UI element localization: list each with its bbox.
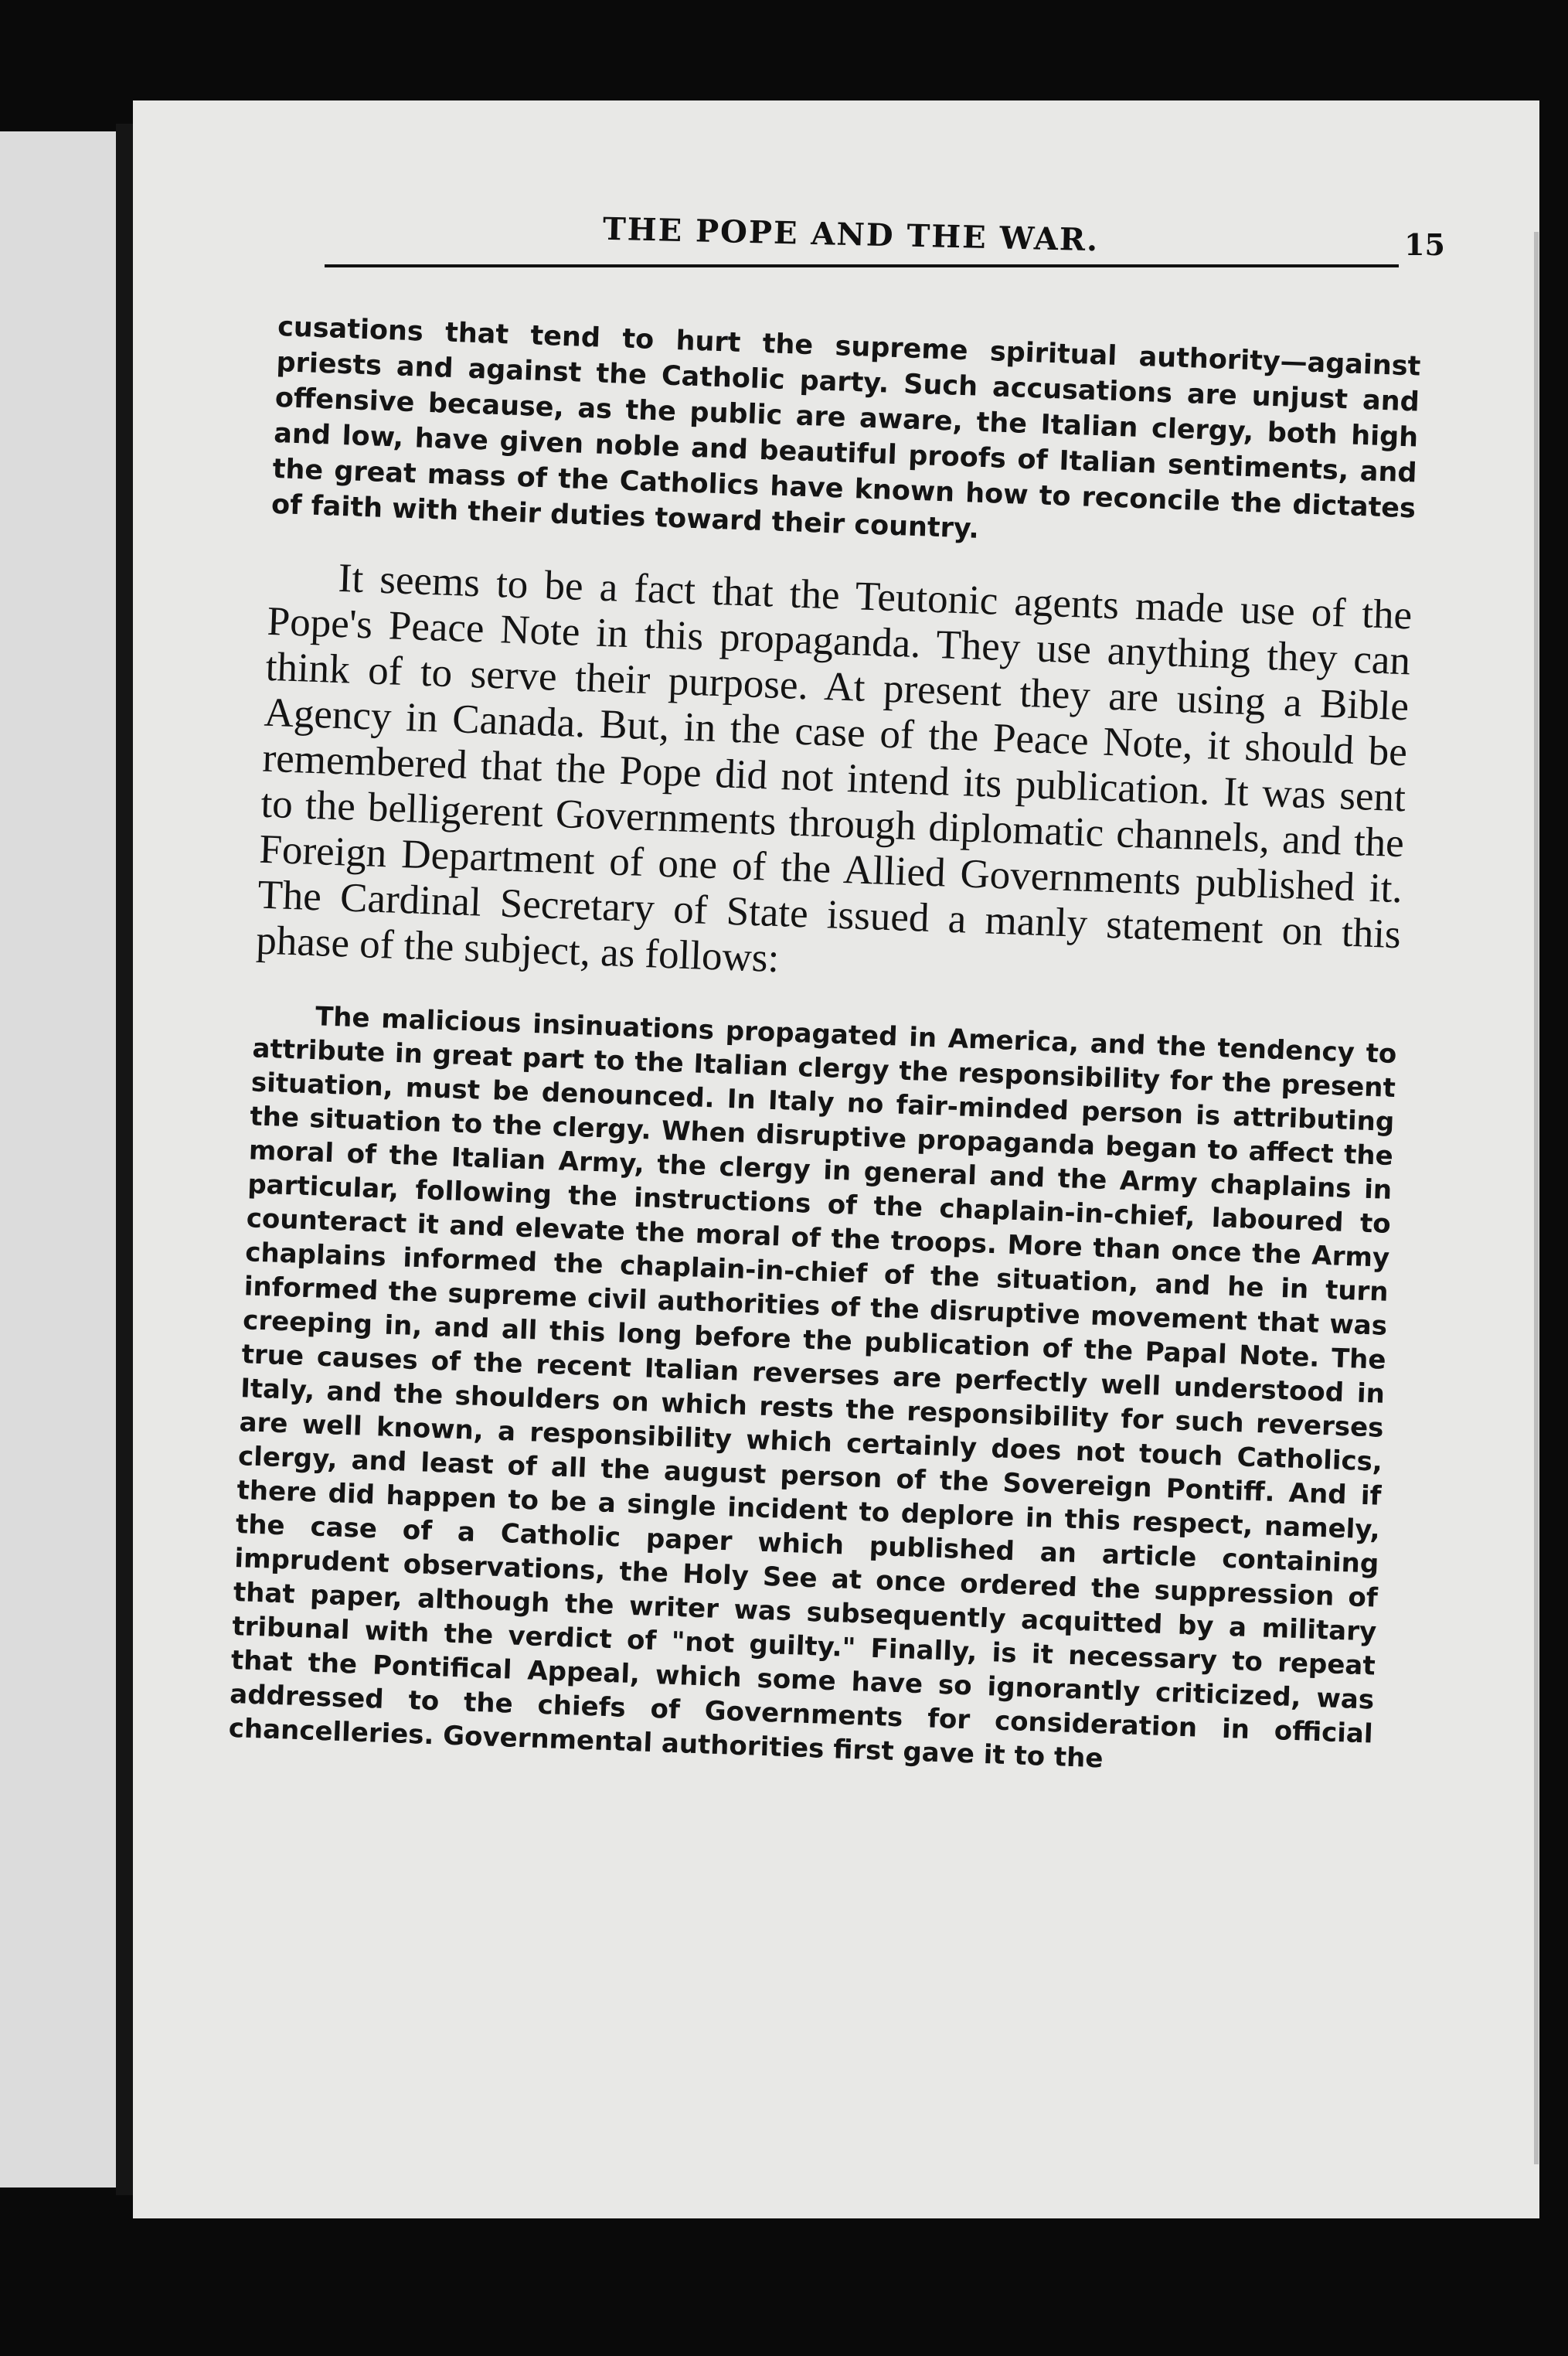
facing-page-edge <box>0 131 116 2187</box>
running-title: THE POPE AND THE WAR. <box>602 210 1100 259</box>
page-number: 15 <box>1404 227 1445 262</box>
paragraph-cardinal-statement: The malicious insinuations propagated in America, and the tendency to attribute in great part to the Italian clergy the responsibility for the present situation, must be denounced. In Italy no fair-minded person is attributing the situation to the clergy. When disruptive propaganda began to affect the moral of the Italian Army, the clergy in general and the Army chaplains in particular, following the instructions of the chaplain-in-chief, laboured to counteract it and elevate the moral of the troops. More than once the Army chaplains informed the chaplain-in-chief of the situation, and he in turn informed the supreme civil authorities of the disruptive movement that was creeping in, and all this long before the publication of the Papal Note. The true causes of the recent Italian reverses are perfectly well understood in Italy, and the shoulders on which rests the responsibility for such reverses are well known, a responsibility which certainly does not touch Catholics, clergy, and least of all the august person of the Sovereign Pontiff. And if there did happen to be a single incident to deplore in this respect, namely, the case of a Catholic paper which published an article containing imprudent observations, the Holy See at once ordered the suppression of that paper, although the writer was subsequently acquitted by a military tribunal with the verdict of "not guilty." Finally, is it necessary to repeat that the Pontifical Appeal, which some have so ignorantly criticized, was addressed to the chiefs of Governments for consideration in official chancelleries. Governmental authorities first gave it to the <box>228 1001 1397 1775</box>
book-binding <box>116 124 133 2195</box>
header-rule <box>325 264 1399 267</box>
page-edge-shadow <box>1534 232 1539 2164</box>
paragraph-continued-quote: cusations that tend to hurt the supreme spiritual authority—against priests and against the Catholic party. Such accusations are unjust and offensive because, as the public are aware, the Italian clergy, both high and low, have given noble and beautiful proofs of Italian sentiments, and the great mass of the Catholics have known how to reconcile the dictates of faith with their duties toward their country. <box>270 311 1421 545</box>
page-header <box>325 209 1445 278</box>
paragraph-peace-note: It seems to be a fact that the Teutonic agents made use of the Pope's Peace Note in this propaganda. They use anything they can think of to serve their purpose. At present they are using a Bible Agency in Canada. But, in the case of the Peace Note, it should be remembered that the Pope did not intend its publication. It was sent to the belligerent Governments through diplomatic channels, and the Foreign Department of one of the Allied Governments published it. The Cardinal Secretary of State issued a manly statement on this phase of the subject, as follows: <box>255 555 1413 982</box>
page-body <box>228 309 1421 1786</box>
